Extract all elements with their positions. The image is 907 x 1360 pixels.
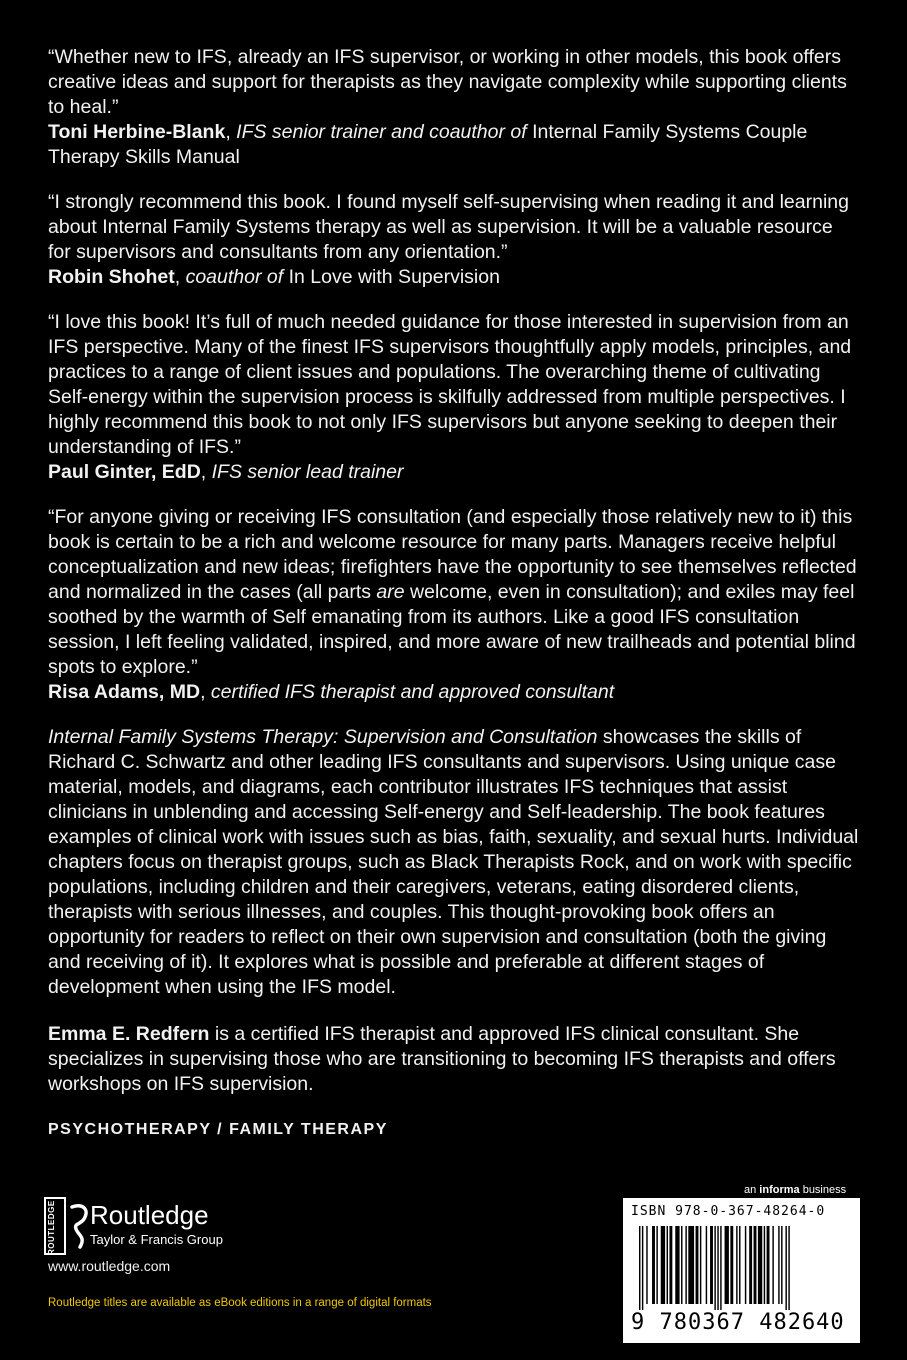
endorser-name: Risa Adams, MD <box>48 681 201 703</box>
barcode-bar <box>710 1226 713 1304</box>
author-bio-text: is a certified IFS therapist and approved IFS clinical consultant. She specializes in supervising those who are transitioning to becoming IFS therapists and offers workshops on IFS supervision. <box>48 1023 836 1095</box>
barcode-bar <box>667 1226 668 1304</box>
barcode-bar <box>642 1226 643 1310</box>
logo-box <box>44 1197 66 1255</box>
endorsement-3 <box>48 310 860 485</box>
barcode-bar <box>675 1226 679 1304</box>
barcode-digits: 9 780367 482640 <box>631 1310 845 1335</box>
description-text: showcases the skills of Richard C. Schwartz and other leading IFS consultants and supervisors. Using unique case material, models, and diagrams, each contributor illustrates IFS techniques that assist clinicians in unblending and accessing Self-energy and Self-leadership. The book features examples of clinical work with issues such as bias, faith, sexuality, and sexual hurts. Individual chapters focus on therapist groups, such as Black Therapists Rock, and on work with specific populations, including children and their caregivers, veterans, eating disordered clients, therapists with serious illnesses, and couples. This thought-provoking book offers an opportunity for readers to reflect on their own supervision and consultation (both the giving and receiving of it). It explores what is possible and preferable at different stages of development when using the IFS model. <box>48 726 859 998</box>
publisher-group: Taylor & Francis Group <box>90 1232 223 1247</box>
endorser-book: In Love with Supervision <box>288 266 500 288</box>
endorser-name: Toni Herbine-Blank <box>48 121 226 143</box>
informa-brand: informa <box>759 1184 800 1196</box>
endorser-role: IFS senior lead trainer <box>211 461 404 483</box>
barcode-bar <box>767 1226 770 1304</box>
barcode-bar <box>754 1226 757 1304</box>
barcode-bar <box>736 1226 737 1304</box>
endorsement-attribution: Paul Ginter, EdD, IFS senior lead trainer <box>48 461 404 483</box>
barcode-image <box>635 1226 847 1312</box>
endorser-name: Robin Shohet <box>48 266 175 288</box>
book-title: Internal Family Systems Therapy: Supervision and Consultation <box>48 726 598 748</box>
barcode-bar <box>700 1226 701 1304</box>
barcode-bar <box>778 1226 779 1304</box>
logo-vertical-text: ROUTLEDGE <box>47 1200 56 1255</box>
informa-business <box>744 1184 846 1196</box>
barcode-bar <box>720 1226 721 1310</box>
endorsement-2 <box>48 190 860 290</box>
barcode-bar <box>706 1226 707 1304</box>
author-name: Emma E. Redfern <box>48 1023 210 1045</box>
isbn-label: ISBN 978-0-367-48264-0 <box>631 1204 826 1219</box>
endorsement-quote: “Whether new to IFS, already an IFS supervisor, or working in other models, this book offers creative ideas and support for therapists as they navigate complexity while supporting clients to heal.” <box>48 46 847 118</box>
endorsement-attribution: Robin Shohet, coauthor of In Love with Supervision <box>48 266 500 288</box>
informa-prefix: an <box>744 1184 760 1196</box>
barcode-bar <box>730 1226 733 1304</box>
book-description <box>48 725 860 1000</box>
barcode-bar <box>669 1226 672 1304</box>
informa-suffix: business <box>799 1184 847 1196</box>
ebook-note: Routledge titles are available as eBook editions in a range of digital formats <box>48 1297 432 1309</box>
endorser-name: Paul Ginter, EdD <box>48 461 201 483</box>
endorsement-quote <box>48 505 860 680</box>
endorsement-attribution: Risa Adams, MD, certified IFS therapist and approved consultant <box>48 681 615 703</box>
barcode-bar <box>688 1226 694 1304</box>
endorsement-4 <box>48 505 860 705</box>
barcode-bar <box>681 1226 682 1304</box>
endorsement-quote: “I love this book! It’s full of much needed guidance for those interested in supervision from an IFS perspective. Many of the finest IFS supervisors thoughtfully apply models, principles, and practices to a range of client issues and populations. The overarching theme of cultivating Self-energy within the supervision process is skilfully addressed from multiple perspectives. I highly recommend this book to not only IFS supervisors but anyone seeking to deepen their understanding of IFS.” <box>48 311 852 458</box>
barcode-bar <box>661 1226 665 1304</box>
barcode-bar <box>725 1226 729 1304</box>
barcode-bar <box>758 1226 762 1304</box>
barcode-bar <box>714 1226 715 1310</box>
barcode-bar <box>772 1226 773 1304</box>
quote-emphasis: are <box>376 581 405 603</box>
quote-text: welcome, even in consultation); and exiles may feel soothed by the warmth of Self emanating from its authors. Like a good IFS consultation session, I left feeling validated, inspired, and more aware of new trailheads and potential blind spots to explore.” <box>48 581 856 678</box>
endorser-role: IFS senior trainer and coauthor of <box>236 121 527 143</box>
endorser-book: Internal Family Systems Couple Therapy Skills Manual <box>48 121 808 168</box>
barcode-bar <box>656 1226 657 1304</box>
barcode-bar <box>685 1226 686 1304</box>
publisher-name: Routledge <box>90 1200 209 1230</box>
barcode-bar <box>781 1226 782 1304</box>
subject-category: PSYCHOTHERAPY / FAMILY THERAPY <box>48 1121 388 1138</box>
quote-text: “For anyone giving or receiving IFS consultation (and especially those relatively new to it) this book is certain to be a rich and welcome resource for many parts. Managers receive helpful conceptualization and new ideas; firefighters have the opportunity to see themselves reflected and normalized in the cases (all parts <box>48 506 857 603</box>
barcode-bar <box>652 1226 655 1304</box>
barcode-panel <box>623 1198 860 1343</box>
barcode-bar <box>639 1226 640 1310</box>
barcode-bar <box>764 1226 765 1304</box>
endorsement-attribution: Toni Herbine-Blank, IFS senior trainer and coauthor of Internal Family Systems Couple Therapy Skills Manual <box>48 121 808 168</box>
barcode-bar <box>717 1226 718 1310</box>
barcode-bar <box>788 1226 789 1310</box>
barcode-bar <box>739 1226 740 1304</box>
author-bio <box>48 1022 860 1097</box>
publisher-website[interactable]: www.routledge.com <box>48 1258 171 1274</box>
back-cover-text <box>48 45 860 1139</box>
barcode-bar <box>696 1226 699 1304</box>
endorser-role: certified IFS therapist and approved consultant <box>210 681 615 703</box>
barcode-bar <box>745 1226 746 1304</box>
barcode-bar <box>749 1226 752 1304</box>
barcode-bar <box>646 1226 647 1304</box>
endorsement-quote: “I strongly recommend this book. I found myself self-supervising when reading it and learning about Internal Family Systems therapy as well as supervision. It will be a valuable resource for supervisors and consultants from any orientation.” <box>48 191 849 263</box>
barcode-bar <box>785 1226 786 1310</box>
endorser-role: coauthor of <box>185 266 284 288</box>
endorsement-1 <box>48 45 860 170</box>
